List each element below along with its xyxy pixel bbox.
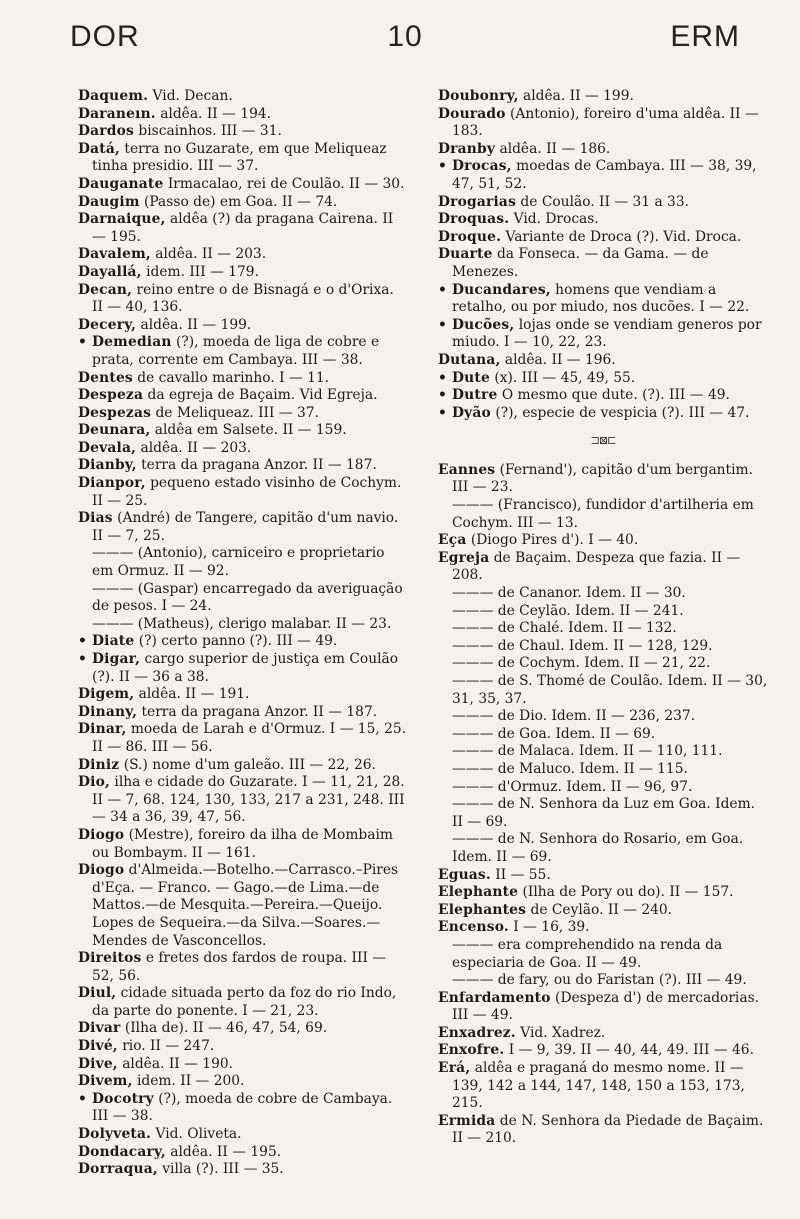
entry-text: (?), especie de vespicia (?). III — 47. <box>490 404 750 421</box>
headword: Dondacary, <box>78 1143 166 1160</box>
index-entry <box>78 1038 408 1056</box>
headword: Daugim <box>78 193 140 210</box>
index-entry <box>78 264 408 282</box>
entry-text: aldêa. II — 186. <box>495 140 611 157</box>
headword: Eannes <box>438 461 496 478</box>
index-entry <box>438 1060 768 1113</box>
entry-text: ——— de Cananor. Idem. II — 30. <box>452 585 686 602</box>
entry-text: I — 16, 39. <box>508 919 590 936</box>
index-entry <box>78 194 408 212</box>
headword: Dias <box>78 510 113 527</box>
entry-text: ——— de Ceylão. Idem. II — 241. <box>452 602 684 619</box>
headword: • Drocas, <box>438 158 512 175</box>
index-entry <box>78 246 408 264</box>
headword: Datá, <box>78 140 121 157</box>
headword: Ermida <box>438 1112 496 1129</box>
headword: Dentes <box>78 369 133 386</box>
index-entry <box>78 370 408 388</box>
entry-text: (?) certo panno (?). III — 49. <box>134 633 338 650</box>
entry-text: (Antonio), foreiro d'uma aldêa. II — 183. <box>452 105 759 140</box>
index-entry <box>78 1020 408 1038</box>
entry-text: moeda de Larah e d'Ormuz. I — 15, 25. II — 86. III — 56. <box>92 721 407 755</box>
entry-text: idem. II — 200. <box>132 1073 245 1090</box>
entry-text: cidade situada perto da foz do rio Indo, da parte do ponente. I — 21, 23. <box>92 985 397 1019</box>
index-subentry <box>438 603 768 621</box>
headword: • Dyão <box>438 404 491 421</box>
entry-text: e fretes dos fardos de roupa. III — 52, 56. <box>92 950 387 984</box>
headword: Eguas. <box>438 866 491 883</box>
entry-text: aldêa. II — 203. <box>136 439 252 456</box>
entry-text: aldêa e praganá do mesmo nome. II — 139, 142 a 144, 147, 148, 150 a 153, 173, 215. <box>452 1060 745 1112</box>
entry-text: de cavallo marinho. I — 11. <box>132 369 330 386</box>
entry-text: de N. Senhora da Piedade de Baçaim. II — 210. <box>452 1112 764 1147</box>
entry-text: pequeno estado visinho de Cochym. II — 25. <box>92 475 402 509</box>
entry-text: terra da pragana Anzor. II — 187. <box>137 703 378 720</box>
entry-text: aldêa. II — 203. <box>150 246 267 263</box>
headword: Dayallá, <box>78 263 142 280</box>
entry-text: aldêa em Salsete. II — 159. <box>150 422 347 439</box>
index-entry <box>78 510 408 545</box>
entry-text: (?), moeda de liga de cobre e prata, corrente em Cambaya. III — 38. <box>92 334 380 368</box>
entry-text: rio. II — 247. <box>117 1038 215 1055</box>
headword: Enfardamento <box>438 989 551 1006</box>
index-subentry <box>438 779 768 797</box>
index-entry <box>78 176 408 194</box>
entry-text: ——— d'Ormuz. Idem. II — 96, 97. <box>452 778 693 795</box>
index-entry <box>78 1126 408 1144</box>
index-entry <box>78 827 408 862</box>
headword: Diniz <box>78 756 120 773</box>
entry-text: aldêa. II — 196. <box>500 351 616 368</box>
index-subentry <box>438 638 768 656</box>
headword: Daraneın. <box>78 105 156 122</box>
entry-text: ——— de Malaca. Idem. II — 110, 111. <box>452 743 723 760</box>
headword: Dianby, <box>78 457 137 474</box>
entry-text: ——— de N. Senhora do Rosario, em Goa. Idem. II — 69. <box>452 831 744 865</box>
entry-text: (Passo de) em Goa. II — 74. <box>139 193 338 210</box>
entry-text: I — 9, 39. II — 40, 44, 49. III — 46. <box>504 1042 754 1059</box>
entry-text: Vid. Decan. <box>148 88 233 104</box>
entry-text: ——— de Chaul. Idem. II — 128, 129. <box>452 637 713 654</box>
headword: • Dutre <box>438 387 498 404</box>
headword: Darnaique, <box>78 211 166 228</box>
index-entry <box>78 950 408 985</box>
entry-text: aldêa. II — 191. <box>134 686 250 703</box>
index-entry <box>78 475 408 510</box>
entry-text: ——— de Goa. Idem. II — 69. <box>452 725 656 742</box>
entry-text: ——— (Matheus), clerigo malabar. II — 23. <box>92 615 392 632</box>
index-entry <box>78 457 408 475</box>
headword: Divar <box>78 1020 121 1037</box>
headword: Divé, <box>78 1038 118 1055</box>
entry-text: (x). III — 45, 49, 55. <box>489 369 636 386</box>
entry-text: aldêa. II — 199. <box>136 316 252 333</box>
entry-text: ——— (Gaspar) encarregado da averiguação de pesos. I — 24. <box>92 580 403 615</box>
index-entry <box>438 387 768 405</box>
index-entry <box>78 334 408 369</box>
index-entry <box>78 774 408 827</box>
headword: Droquas. <box>438 211 510 228</box>
index-entry <box>78 1091 408 1126</box>
headword: Devala, <box>78 439 137 456</box>
entry-text: (Mestre), foreiro da ilha de Mombaim ou Bombaym. II — 161. <box>92 826 393 861</box>
headword: Despezas <box>78 404 152 421</box>
headword: • Digar, <box>78 651 141 667</box>
headword: Dianpor, <box>78 475 146 492</box>
headword: Digem, <box>78 686 135 703</box>
index-entry <box>78 88 408 106</box>
headword: Erá, <box>438 1060 471 1077</box>
headword: Decery, <box>78 316 137 333</box>
headword: • Diate <box>78 633 135 650</box>
index-subentry <box>438 673 768 708</box>
index-subentry <box>438 937 768 972</box>
index-subentry <box>438 497 768 532</box>
headword: • Dute <box>438 369 490 386</box>
index-entry <box>78 721 408 756</box>
index-column-right <box>438 88 768 1148</box>
index-entry <box>78 757 408 775</box>
index-subentry <box>438 655 768 673</box>
entry-text: Irmacalao, rei de Coulão. II — 30. <box>163 175 405 192</box>
entry-text: idem. III — 179. <box>141 263 259 280</box>
entry-text: aldêa. II — 195. <box>165 1143 282 1160</box>
index-entry <box>78 387 408 405</box>
entry-text: homens que vendiam a retalho, ou por miudo, nos ducões. I — 22. <box>452 281 750 316</box>
index-entry <box>78 405 408 423</box>
index-entry <box>78 686 408 704</box>
index-entry <box>78 211 408 246</box>
index-entry <box>438 1113 768 1148</box>
entry-text: ——— de fary, ou do Faristan (?). III — 49. <box>452 972 747 989</box>
index-entry <box>438 902 768 920</box>
entry-text: da egreja de Baçaim. Vid Egreja. <box>143 387 378 404</box>
entry-text: ——— de Dio. Idem. II — 236, 237. <box>452 708 696 725</box>
index-entry <box>438 462 768 497</box>
index-entry <box>438 88 768 106</box>
headword: • Ducões, <box>438 316 515 333</box>
entry-text: cargo superior de justiça em Coulão (?). II — 36 a 38. <box>92 651 399 685</box>
index-entry <box>438 194 768 212</box>
index-entry <box>78 123 408 141</box>
index-entry <box>438 141 768 159</box>
entry-text: biscainhos. III — 31. <box>134 123 282 140</box>
index-entry <box>78 1056 408 1074</box>
headword: Enxofre. <box>438 1042 505 1059</box>
headword: • Docotry <box>78 1090 154 1107</box>
entry-text: aldêa. II — 199. <box>518 88 634 104</box>
entry-text: reino entre o de Bisnagá e o d'Orixa. II — 40, 136. <box>92 281 394 316</box>
headword: Elephante <box>438 884 519 901</box>
index-subentry <box>438 972 768 990</box>
index-entry <box>438 532 768 550</box>
headword: Diul, <box>78 985 117 1002</box>
index-subentry <box>438 726 768 744</box>
headword: Decan, <box>78 281 133 298</box>
index-subentry <box>78 616 408 634</box>
headword: Eça <box>438 532 467 549</box>
entry-text: aldêa. II — 194. <box>155 105 272 122</box>
index-entry <box>438 405 768 423</box>
index-entry <box>78 704 408 722</box>
headword: Divem, <box>78 1073 133 1090</box>
entry-text: villa (?). III — 35. <box>157 1161 284 1178</box>
index-entry <box>438 370 768 388</box>
index-entry <box>78 106 408 124</box>
entry-text: Vid. Oliveta. <box>151 1126 242 1143</box>
entry-text: ——— de S. Thomé de Coulão. Idem. II — 30, 31, 35, 37. <box>452 673 768 707</box>
running-header <box>70 20 740 54</box>
entry-text: (André) de Tangere, capitão d'um navio. II — 7, 25. <box>92 510 399 544</box>
index-entry <box>78 317 408 335</box>
entry-text: ——— de Cochym. Idem. II — 21, 22. <box>452 655 711 672</box>
entry-text: (Ilha de). II — 46, 47, 54, 69. <box>120 1020 328 1037</box>
entry-text: de Meliqueaz. III — 37. <box>151 404 319 421</box>
index-subentry <box>78 545 408 580</box>
entry-text: da Fonseca. — da Gama. — de Menezes. <box>452 246 709 280</box>
index-subentry <box>438 585 768 603</box>
entry-text: de Ceylão. II — 240. <box>526 901 673 918</box>
entry-text: (?), moeda de cobre de Cambaya. III — 38. <box>92 1090 393 1125</box>
entry-text: O mesmo que dute. (?). III — 49. <box>497 387 730 404</box>
entry-text: moedas de Cambaya. III — 38, 39, 47, 51, 52. <box>452 158 757 192</box>
entry-text: aldêa. II — 190. <box>117 1055 234 1072</box>
entry-text: (Despeza d') de mercadorias. III — 49. <box>452 989 760 1024</box>
headword: Diogo <box>78 862 125 879</box>
index-entry <box>438 106 768 141</box>
index-subentry <box>438 620 768 638</box>
entry-text: de Baçaim. Despeza que fazia. II — 208. <box>452 549 741 584</box>
headword: Diogo <box>78 826 125 843</box>
index-entry <box>438 158 768 193</box>
index-entry <box>438 211 768 229</box>
index-entry <box>78 1144 408 1162</box>
header-right: ERM <box>670 20 740 53</box>
index-entry <box>78 633 408 651</box>
entry-text: ——— de N. Senhora da Luz em Goa. Idem. II — 69. <box>452 796 756 830</box>
index-entry <box>438 1042 768 1060</box>
header-left: DOR <box>70 20 140 53</box>
index-entry <box>78 141 408 176</box>
entry-text: (S.) nome d'um galeão. III — 22, 26. <box>119 756 376 773</box>
headword: Drogarias <box>438 193 517 210</box>
headword: Dive, <box>78 1055 118 1072</box>
entry-text: Variante de Droca (?). Vid. Droca. <box>501 228 742 245</box>
index-entry <box>438 246 768 281</box>
index-entry <box>438 229 768 247</box>
headword: • Ducandares, <box>438 281 551 298</box>
index-entry <box>78 282 408 317</box>
index-subentry <box>78 581 408 616</box>
headword: Dutana, <box>438 351 501 368</box>
headword: Direitos <box>78 950 142 967</box>
entry-text: ——— de Maluco. Idem. II — 115. <box>452 760 688 777</box>
entry-text: terra da pragana Anzor. II — 187. <box>136 457 377 474</box>
headword: Droque. <box>438 228 502 245</box>
headword: Enxadrez. <box>438 1024 516 1041</box>
index-entry <box>438 867 768 885</box>
index-entry <box>78 1161 408 1179</box>
headword: Dinany, <box>78 703 138 720</box>
entry-text: II — 55. <box>490 866 551 883</box>
index-entry <box>438 317 768 352</box>
index-entry <box>438 884 768 902</box>
entry-text: ——— (Antonio), carniceiro e proprietario em Ormuz. II — 92. <box>92 545 385 580</box>
entry-text: lojas onde se vendiam generos por miudo. I — 10, 22, 23. <box>452 316 762 351</box>
page-number: 10 <box>387 20 423 53</box>
index-entry <box>78 651 408 686</box>
entry-text: Vid. Xadrez. <box>515 1024 606 1041</box>
headword: Dourado <box>438 105 506 122</box>
entry-text: ——— de Chalé. Idem. II — 132. <box>452 620 677 637</box>
headword: Dinar, <box>78 721 127 738</box>
entry-text: d'Almeida.—Botelho.—Carrasco.–Pires d'Eça. — Franco. — Gago.—de Lima.—de Mattos.—de Mesquita.—Pereira.—Queijo. Lopes de Sequeira.—da Silva.—Soares.—Mendes de Vasconcellos. <box>92 862 399 949</box>
entry-text: (Ilha de Pory ou do). II — 157. <box>518 884 734 901</box>
headword: Despeza <box>78 387 144 404</box>
index-entry <box>78 440 408 458</box>
headword: Dorraqua, <box>78 1161 158 1178</box>
entry-text: aldêa (?) da pragana Cairena. II — 195. <box>92 211 394 245</box>
headword: Dolyveta. <box>78 1126 152 1143</box>
entry-text: de Coulão. II — 31 a 33. <box>516 193 689 210</box>
index-subentry <box>438 796 768 831</box>
index-subentry <box>438 743 768 761</box>
index-subentry <box>438 708 768 726</box>
index-subentry <box>438 831 768 866</box>
entry-text: (Diogo Pires d'). I — 40. <box>466 532 639 549</box>
headword: Duarte <box>438 246 493 263</box>
entry-text: ——— (Francisco), fundidor d'artilheria em Cochym. III — 13. <box>452 497 754 531</box>
entry-text: terra no Guzarate, em que Meliqueaz tinha presidio. III — 37. <box>92 140 387 175</box>
index-subentry <box>438 761 768 779</box>
headword: Elephantes <box>438 901 527 918</box>
index-entry <box>78 985 408 1020</box>
entry-text: Vid. Drocas. <box>509 211 599 228</box>
index-entry <box>438 282 768 317</box>
headword: Dio, <box>78 774 111 791</box>
headword: Daquem. <box>78 88 149 104</box>
section-ornament: ⊐⊠⊏ <box>590 434 616 448</box>
headword: Dranby <box>438 140 496 157</box>
index-entry <box>438 1025 768 1043</box>
index-entry <box>78 422 408 440</box>
headword: Egreja <box>438 549 490 566</box>
headword: Dauganate <box>78 175 164 192</box>
entry-text: (Fernand'), capitão d'um bergantim. III — 23. <box>452 461 753 496</box>
headword: Doubonry, <box>438 88 519 104</box>
index-entry <box>438 919 768 937</box>
headword: Deunara, <box>78 422 151 439</box>
index-entry <box>78 1073 408 1091</box>
index-entry <box>438 352 768 370</box>
headword: Encenso. <box>438 919 509 936</box>
index-entry <box>78 862 408 950</box>
headword: • Demedian <box>78 334 172 351</box>
index-entry <box>438 990 768 1025</box>
index-column-left <box>78 88 408 1179</box>
entry-text: ——— era comprehendido na renda da especiaria de Goa. II — 49. <box>452 936 723 971</box>
headword: Dardos <box>78 123 134 140</box>
entry-text: ilha e cidade do Guzarate. I — 11, 21, 28. II — 7, 68. 124, 130, 133, 217 a 231, 248. III — 34 a 36, 39, 47, 56. <box>92 774 405 826</box>
index-entry <box>438 550 768 585</box>
headword: Davalem, <box>78 246 151 263</box>
